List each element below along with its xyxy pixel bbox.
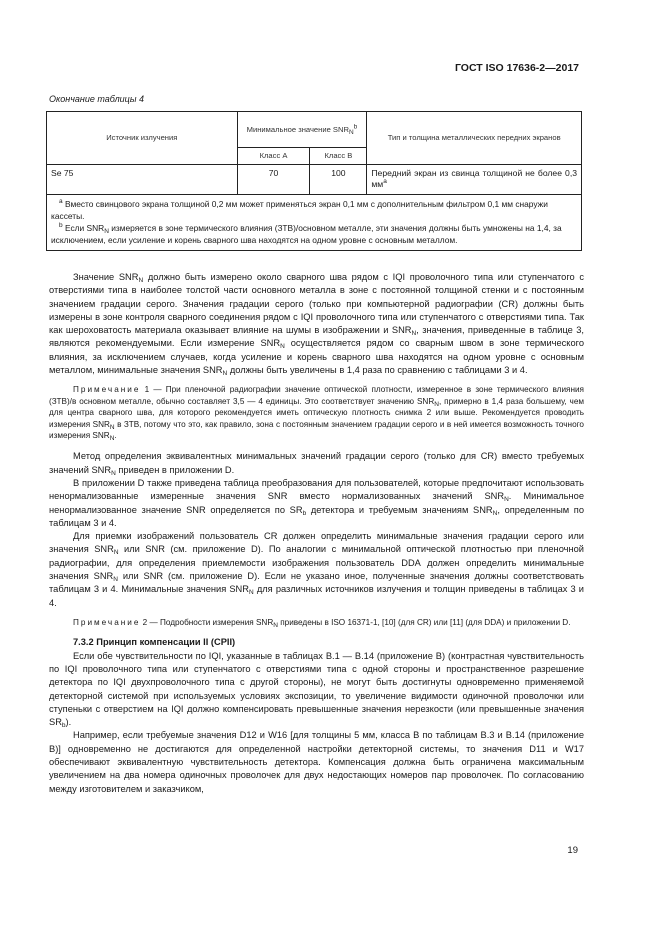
page-number: 19	[567, 845, 578, 856]
col-header-snr: Минимальное значение $SNR_N^b$	[237, 112, 367, 148]
table-row	[47, 165, 582, 195]
footnote-a: $^a$ Вместо свинцового экрана толщиной 0,2 мм может применяться экран 0,1 мм с дополнительным фильтром 0,1 мм снаружи кассеты.	[51, 198, 548, 221]
table-footnotes	[47, 195, 582, 251]
cell-class-a: 70	[237, 165, 310, 195]
note-1: Примечание 1 — При пленочной радиографии значение оптической плотности, измеренное в зоне термического влияния (ЗТВ)/в основном металле, обычно составляет 3,5 — 4 единицы. Это соответствует значению $SNR_N$, примерно в 1,4 раза большему, чем для центра сварного шва, для которого рекомендуется иметь оптическую плотность снимка 2 или выше. Рекомендуется проводить измерения $SNR_N$ в ЗТВ, потому что это, как правило, зона с постоянным значением градации серого и в ней имеется возможность точного измерения $SNR_N$.	[49, 385, 585, 442]
paragraph: Например, если требуемые значения D12 и W16 [для толщины 5 мм, класса В по таблицам В.3 и В.14 (приложение В)] одновременно не достигаются для определенной настройки детекторной системы, то значения D11 и W17 обеспечивают эквивалентную чувствительность детектора. Компенсация должна быть ограничена максимальным увеличением на два номера одиночных проволочек для двух недостающих номеров пар проволочек. По согласованию между изготовителем и заказчиком,	[49, 730, 584, 794]
section-heading: 7.3.2 Принцип компенсации II (CPII)	[73, 637, 236, 648]
paragraph: В приложении D также приведена таблица преобразования для пользователей, которые предпочитают использовать ненормализованные измеренные значения SNR вместо нормализованных значений $SNR_N$. Минимальное ненормализованное значение SNR определяется по $SR_b$ детектора и требуемым значениям $SNR_N$, определенным по таблицам 3 и 4.	[49, 478, 584, 528]
paragraph: Если обе чувствительности по IQI, указанные в таблицах В.1 — В.14 (приложение В) (контрастная чувствительность по IQI проволочного типа или ступенчатого с отверстиями типа с одной стороны и пространственное разрешение детектора по IQI двухпроволочного типа с другой стороны), не могут быть достигнуты одновременно применяемой детекторной системой при используемых условиях экспозиции, то увеличение видимости одиночной проволочки или ступеньки с отверстием на IQI должно компенсировать превышенные значения нерезкости (или превышенные значения $SR_b$).	[49, 650, 584, 730]
body-text	[49, 271, 584, 796]
paragraph: Метод определения эквивалентных минимальных значений градации серого (только для CR) вместо требуемых значений $SNR_N$ приведен в приложении D.	[49, 451, 584, 477]
document-header: ГОСТ ISO 17636-2—2017	[454, 62, 579, 74]
cell-screen: Передний экран из свинца толщиной не более 0,3 $мм^a$	[367, 165, 582, 195]
col-header-screens: Тип и толщина металлических передних экранов	[367, 112, 582, 165]
footnote-b: $^b$ Если $SNR_N$ измеряется в зоне термического влияния (ЗТВ)/основном металле, эти значения должны быть умножены на 1,4, за исключением, если усиление и корень сварного шва находятся на одном уровне с основным металлом.	[51, 222, 562, 245]
col-header-class-b: Класс В	[310, 148, 367, 165]
radiation-table	[46, 111, 582, 251]
col-header-class-a: Класс А	[237, 148, 310, 165]
note-2: Примечание 2 — Подробности измерения $SNR_N$ приведены в ISO 16371-1, [10] (для CR) или [11] (для DDA) и приложении D.	[73, 617, 571, 629]
cell-class-b: 100	[310, 165, 367, 195]
cell-source: Se 75	[47, 165, 238, 195]
paragraph: Для приемки изображений пользователь CR должен определить минимальные значения градации серого или значения $SNR_N$ или SNR (см. приложение D). По аналогии с минимальной оптической плотностью при пленочной радиографии, для определения приемлемости изображения пользователь DDA должен определить минимальные значения $SNR_N$ или SNR (см. приложение D). Если не указано иное, полученные значения должны соответствовать таблицам 3 и 4. Минимальные значения $SNR_N$ для различных источников излучения и толщин приведены в таблицах 3 и 4.	[49, 531, 585, 608]
table-caption: Окончание таблицы 4	[49, 94, 144, 104]
paragraph: Значение $SNR_N$ должно быть измерено около сварного шва рядом с IQI проволочного типа или ступенчатого с отверстиями типа в наиболее толстой части основного металла в зоне с постоянной толщиной стенки и с постоянным значением градации серого. Значения градации серого (только при компьютерной радиографии (CR) должны быть измерены в зоне контроля сварного соединения рядом с IQI проволочного типа или ступенчатого с отверстиями типа. Так как шероховатость материала оказывает влияние на шумы в изображении и $SNR_N$, значения, приведенные в таблице 3, являются рекомендуемыми. Если измерение $SNR_N$ осуществляется рядом со сварным швом в зоне термического влияния, за исключением случаев, когда усиление и корень сварного шва находятся на одном уровне с основным металлом, минимальные значения $SNR_N$ должны быть увеличены в 1,4 раза по сравнению с таблицами 3 и 4.	[49, 272, 584, 378]
col-header-source: Источник излучения	[47, 112, 238, 165]
